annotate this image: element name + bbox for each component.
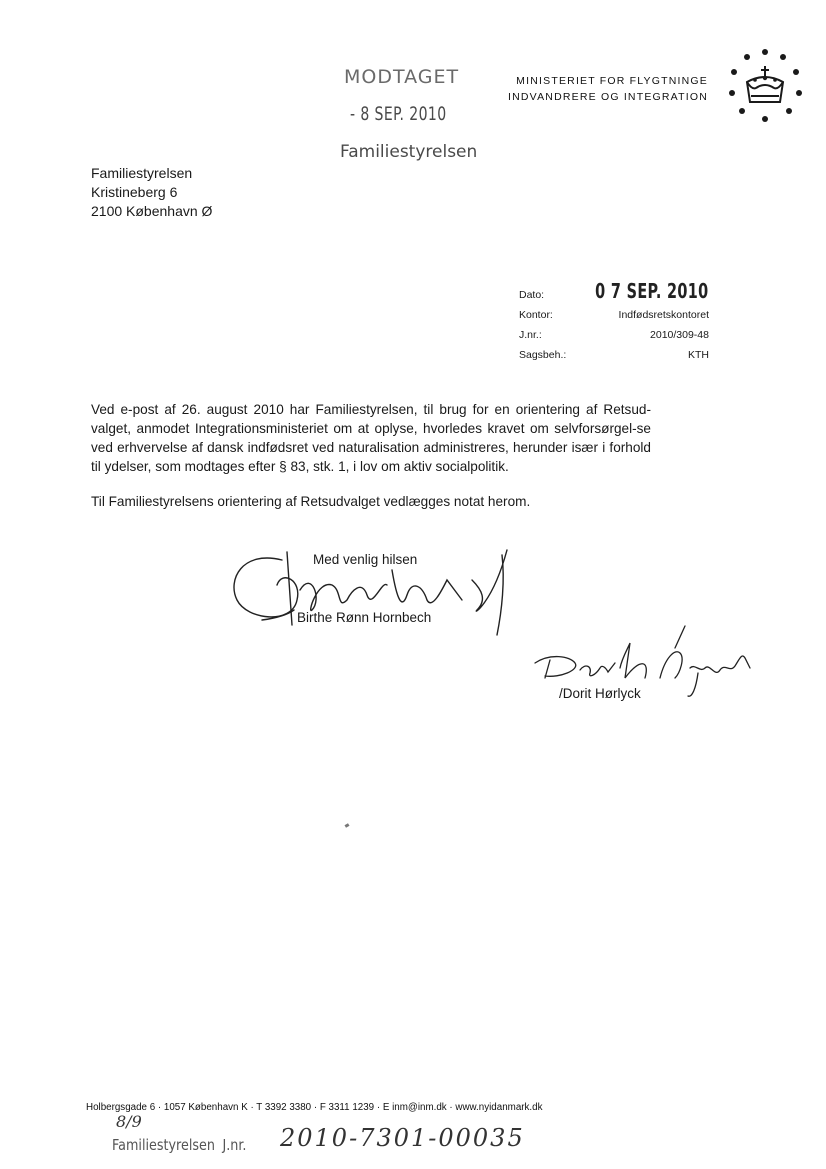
ministry-name-line1: MINISTERIET FOR FLYGTNINGE: [516, 75, 708, 87]
ministry-name-line2: INDVANDRERE OG INTEGRATION: [508, 91, 708, 103]
letter-meta: [519, 277, 709, 363]
meta-handler-value: KTH: [688, 349, 709, 361]
footer-stamp-jnr-label: J.nr.: [222, 1136, 247, 1154]
recipient-address: [91, 164, 212, 221]
signer-name: Birthe Rønn Hornbech: [297, 610, 432, 625]
crown-logo-icon: [722, 42, 808, 128]
meta-office-row: [519, 303, 709, 323]
recipient-name: Familiestyrelsen: [91, 165, 193, 181]
meta-handler-row: [519, 343, 709, 363]
recipient-city: 2100 København Ø: [91, 203, 213, 219]
meta-date-row: [519, 277, 709, 303]
meta-date-label: Dato:: [519, 289, 545, 301]
received-stamp-label: MODTAGET: [344, 66, 460, 88]
letter-body: [91, 400, 651, 527]
received-stamp-organization: Familiestyrelsen: [340, 142, 478, 162]
closing-greeting: Med venlig hilsen: [313, 552, 418, 567]
footer-stamp-org: Familiestyrelsen: [112, 1136, 215, 1154]
meta-jnr-row: [519, 323, 709, 343]
meta-office-value: Indfødsretskontoret: [618, 309, 709, 321]
ministry-name: [508, 73, 708, 105]
handwritten-journal-number: 2010-7301-00035: [280, 1124, 525, 1152]
recipient-street: Kristineberg 6: [91, 184, 178, 200]
body-paragraph: Ved e-post af 26. august 2010 har Familiestyrelsen, til brug for en orientering af Retsud-valget, anmodet Integrationsministeriet om at oplyse, hvorledes kravet om selvforsørgel-se ved erhvervelse af dansk indfødsret ved naturalisation administreres, herunder især i forhold til ydelser, som modtages efter § 83, stk. 1, i lov om aktiv socialpolitik.: [91, 402, 651, 474]
meta-office-label: Kontor:: [519, 309, 553, 321]
meta-jnr-label: J.nr.:: [519, 329, 542, 341]
body-paragraph: Til Familiestyrelsens orientering af Retsudvalget vedlægges notat herom.: [91, 494, 531, 509]
received-stamp-date: - 8 SEP. 2010: [350, 103, 447, 125]
signer-name: /Dorit Hørlyck: [559, 686, 641, 701]
handwritten-date: 8/9: [116, 1112, 142, 1131]
scan-speck: [345, 823, 350, 828]
footer-address: Holbergsgade 6 · 1057 København K · T 3392 3380 · F 3311 1239 · E inm@inm.dk · www.nyidanmark.dk: [86, 1102, 543, 1113]
meta-date-stamp: 0 7 SEP. 2010: [595, 279, 709, 303]
meta-jnr-value: 2010/309-48: [650, 329, 709, 341]
footer-stamp: [112, 1136, 246, 1154]
meta-handler-label: Sagsbeh.:: [519, 349, 567, 361]
